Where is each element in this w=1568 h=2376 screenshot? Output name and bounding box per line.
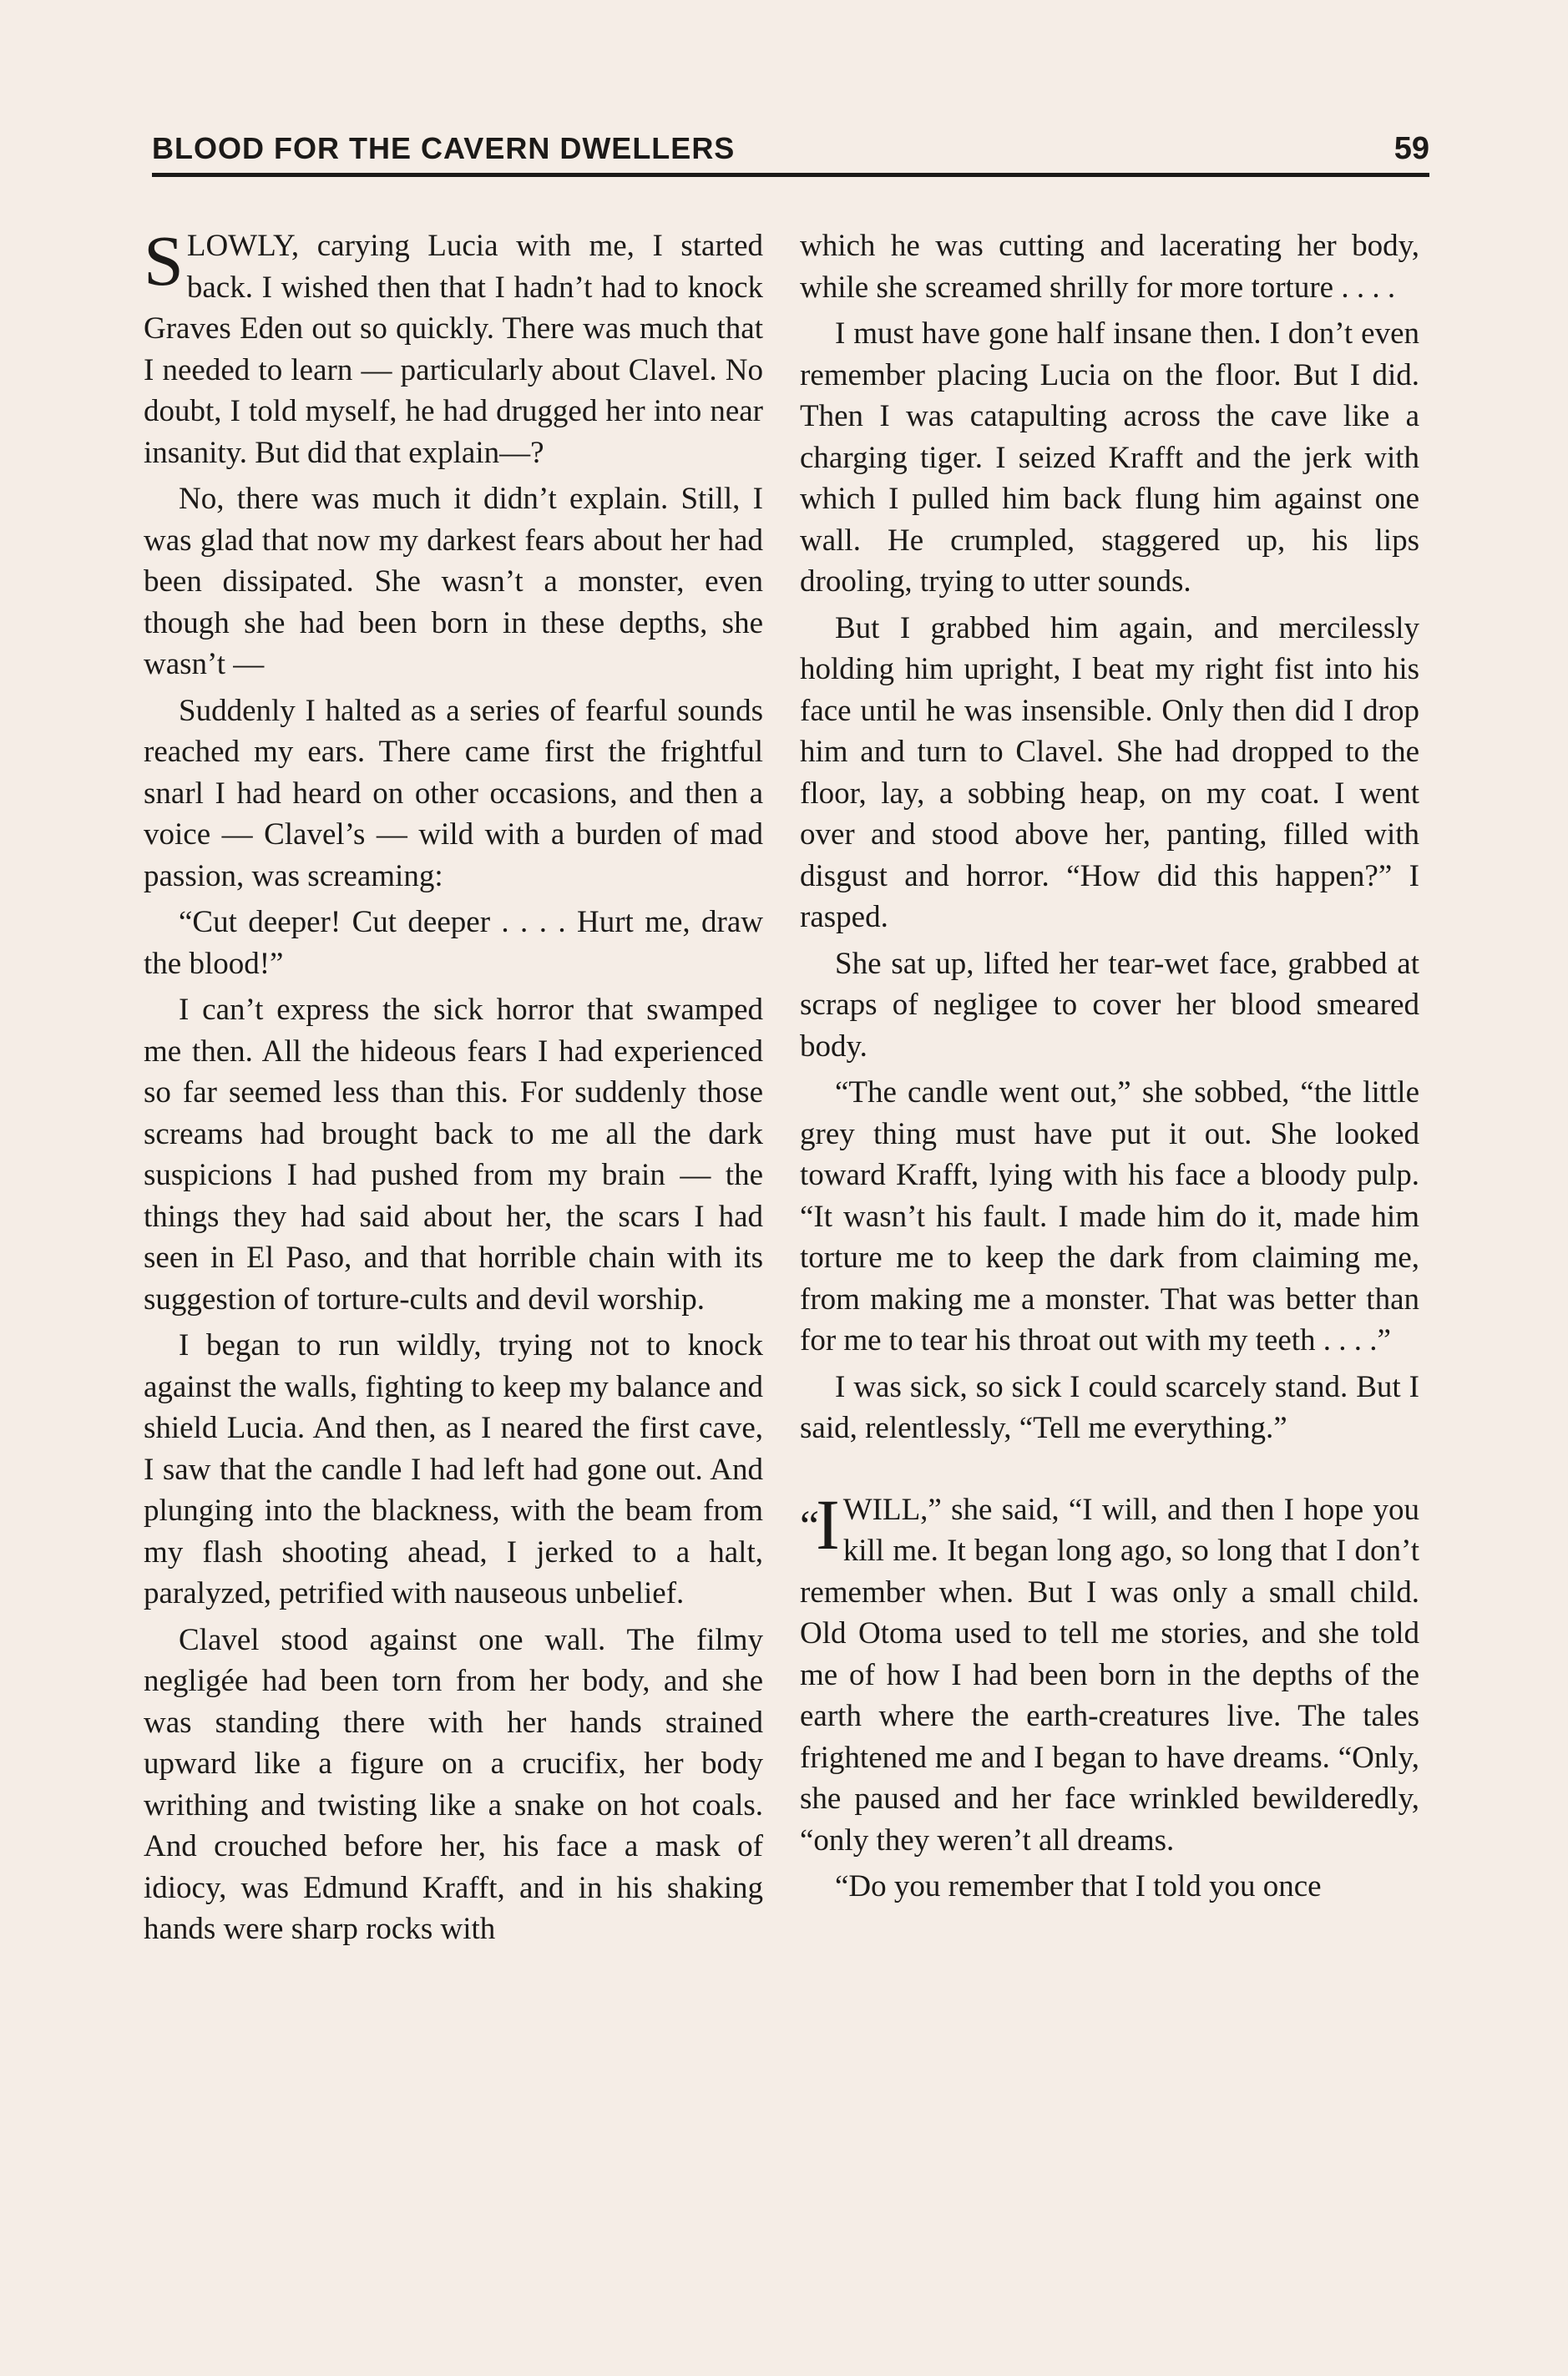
paragraph: I began to run wildly, trying not to knock against the walls, fighting to keep my balance and shield Lucia. And then, as I neared the first cave, I saw that the candle I had left had gone out. And plunging into the blackness, with the beam from my flash shooting ahead, I jerked to a halt, paralyzed, petrified with nauseous unbelief.: [144, 1328, 763, 1610]
paragraph: She sat up, lifted her tear-wet face, grabbed at scraps of negligee to cover her blood smeared body.: [800, 946, 1419, 1064]
left-column: [144, 220, 763, 1955]
paragraph-text: WILL,” she said, “I will, and then I hope you kill me. It began long ago, so long that I don’t remember when. But I was only a small child. Old Otoma used to tell me stories, and she told me of how I had been born in the depths of the earth where the earth-creatures live. The tales frightened me and I began to have dreams. “Only, she paused and her face wrinkled bewilderedly, “only they weren’t all dreams.: [800, 1492, 1419, 1858]
paragraph: “Do you remember that I told you once: [835, 1869, 1322, 1903]
paragraph: Suddenly I halted as a series of fearful sounds reached my ears. There came first the frightful snarl I had heard on other occasions, and then a voice — Clavel’s — wild with a burden of mad passion, was screaming:: [144, 693, 763, 893]
paragraph: I must have gone half insane then. I don’t even remember placing Lucia on the floor. But I did. Then I was catapulting across the cave like a charging tiger. I seized Krafft and the jerk with which I pulled him back flung him against one wall. He crumpled, staggered up, his lips drooling, trying to utter sounds.: [800, 316, 1419, 599]
paragraph: which he was cutting and lacerating her body, while she screamed shrilly for more torture . . . .: [800, 229, 1419, 305]
paragraph: Clavel stood against one wall. The filmy negligée had been torn from her body, and she was standing there with her hands strained upward like a figure on a crucifix, her body writhing and twisting like a snake on hot coals. And crouched before her, his face a mask of idiocy, was Edmund Krafft, and in his shaking hands were sharp rocks with: [144, 1622, 763, 1946]
paragraph: “Cut deeper! Cut deeper . . . . Hurt me, draw the blood!”: [144, 905, 763, 981]
drop-cap-letter: I: [816, 1484, 840, 1565]
right-column: [800, 225, 1419, 1913]
paragraph: No, there was much it didn’t explain. Still, I was glad that now my darkest fears about her had been dissipated. She wasn’t a monster, even though she had been born in these depths, she wasn’t —: [144, 482, 763, 681]
paragraph: [800, 1484, 1419, 1862]
page-header: [152, 127, 1429, 170]
paragraph-text: LOWLY, carying Lucia with me, I started back. I wished then that I hadn’t had to knock Graves Eden out so quickly. There was much that I needed to learn — particularly about Clavel. No doubt, I told myself, he had drugged her into near insanity. But did that explain—?: [144, 229, 763, 470]
paragraph: [144, 220, 763, 473]
drop-cap: S: [144, 220, 184, 301]
paragraph: But I grabbed him again, and mercilessly holding him upright, I beat my right fist into his face until he was insensible. Only then did I drop him and turn to Clavel. She had dropped to the floor, lay, a sobbing heap, on my coat. I went over and stood above her, panting, filled with disgust and horror. “How did this happen?” I rasped.: [800, 610, 1419, 934]
drop-cap: [800, 1484, 840, 1565]
header-rule: [152, 173, 1429, 177]
page-number: 59: [1393, 131, 1429, 166]
paragraph: I was sick, so sick I could scarcely stand. But I said, relentlessly, “Tell me everything.”: [800, 1369, 1419, 1445]
paragraph: “The candle went out,” she sobbed, “the little grey thing must have put it out. She looked toward Krafft, lying with his face a bloody pulp. “It wasn’t his fault. I made him do it, made him torture me to keep the dark from claiming me, from making me a monster. That was better than for me to tear his throat out with my teeth . . . .”: [800, 1075, 1419, 1357]
running-title: BLOOD FOR THE CAVERN DWELLERS: [152, 131, 736, 165]
opening-quote: “: [800, 1502, 820, 1550]
paragraph: I can’t express the sick horror that swamped me then. All the hideous fears I had experienced so far seemed less than this. For suddenly those screams had brought back to me all the dark suspicions I had pushed from my brain — the things they had said about her, the scars I had seen in El Paso, and that horrible chain with its suggestion of torture-cults and devil worship.: [144, 993, 763, 1317]
